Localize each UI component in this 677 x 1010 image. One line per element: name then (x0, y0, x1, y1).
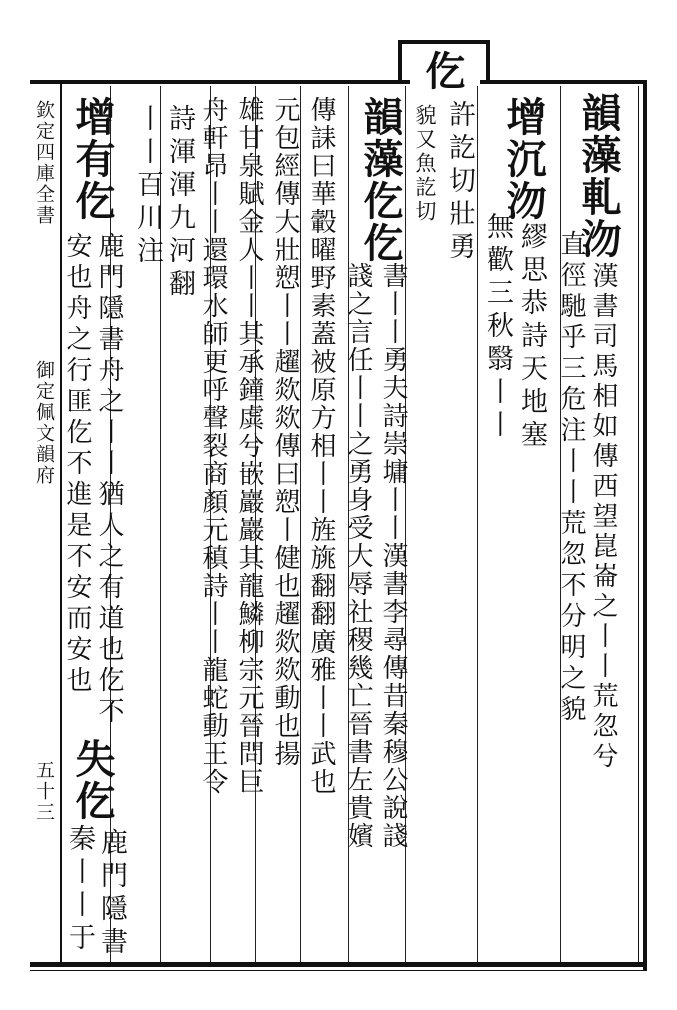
text-column: 丨丨百川注 (132, 104, 163, 269)
text-column: 書丨丨勇夫詩崇墉丨丨漢書李尋傳昔秦穆公說諓 (378, 262, 408, 850)
entry-heading: 韻藻軋沕 (575, 92, 622, 260)
entry-heading: 增有仡 (69, 96, 116, 222)
column-divider (477, 86, 478, 962)
text-column: 詩渾渾九河翻 (164, 104, 195, 302)
tab-box-right (486, 40, 490, 84)
tab-box-left (398, 40, 402, 84)
frame-right-rule-thin (638, 86, 639, 962)
margin-sub-title: 御定佩文韻府 (33, 360, 55, 486)
text-column: 漢書司馬相如傳西望崑崙之丨丨荒忽兮 (588, 262, 618, 772)
entry-heading: 失仡 (69, 738, 116, 822)
margin-book-title: 欽定四庫全書 (33, 100, 55, 226)
frame-bottom-rule (30, 962, 647, 967)
text-column: 貌又魚訖切 (413, 104, 437, 224)
frame-right-rule (643, 80, 647, 970)
text-column: 繆思恭詩天地塞 (516, 222, 547, 453)
frame-top-rule-right (480, 80, 647, 84)
text-column: 鹿門隱書舟之丨丨猶人之有道也仡不 (94, 232, 124, 728)
text-column: 諓之言任丨丨之勇身受大辱社稷幾亡晉書左貴嬪 (343, 262, 373, 850)
text-column: 直徑馳乎三危注丨丨荒忽不分明之貌 (556, 230, 586, 726)
frame-bottom-rule-thin (30, 970, 647, 971)
page-number: 五十三 (33, 760, 55, 823)
frame-top-rule (30, 80, 410, 84)
text-column: 安也舟之行匪仡不進是不安而安也 (62, 232, 92, 697)
text-column: 傳誄曰華轂曜野素蓋被原方相丨丨旌旐翻翻廣雅丨丨武也 (306, 96, 336, 796)
tab-box-top (398, 40, 490, 44)
text-column: 元包經傳大壯愬丨丨趯欻欻傳曰愬丨健也趯欻欻動也揚 (270, 96, 300, 768)
text-column: 舟軒昂丨丨還環水師更呼聲裂商顏元稹詩丨丨龍蛇動王令 (198, 96, 228, 796)
text-column: 無歡三秋翳丨丨 (482, 212, 513, 443)
tab-character: 仡 (419, 50, 466, 92)
text-column: 秦丨丨于 (64, 824, 95, 956)
text-column: 許訖切壯勇 (444, 100, 475, 265)
text-column: 雄甘泉賦金人丨丨其承鐘虡兮嵌巖巖其龍鱗柳宗元晉問巨 (234, 96, 264, 796)
entry-heading: 增沉沕 (500, 96, 547, 222)
column-divider (300, 86, 301, 962)
entry-heading: 韻藻仡仡 (357, 96, 404, 264)
text-column: 鹿門隱書 (96, 828, 127, 960)
